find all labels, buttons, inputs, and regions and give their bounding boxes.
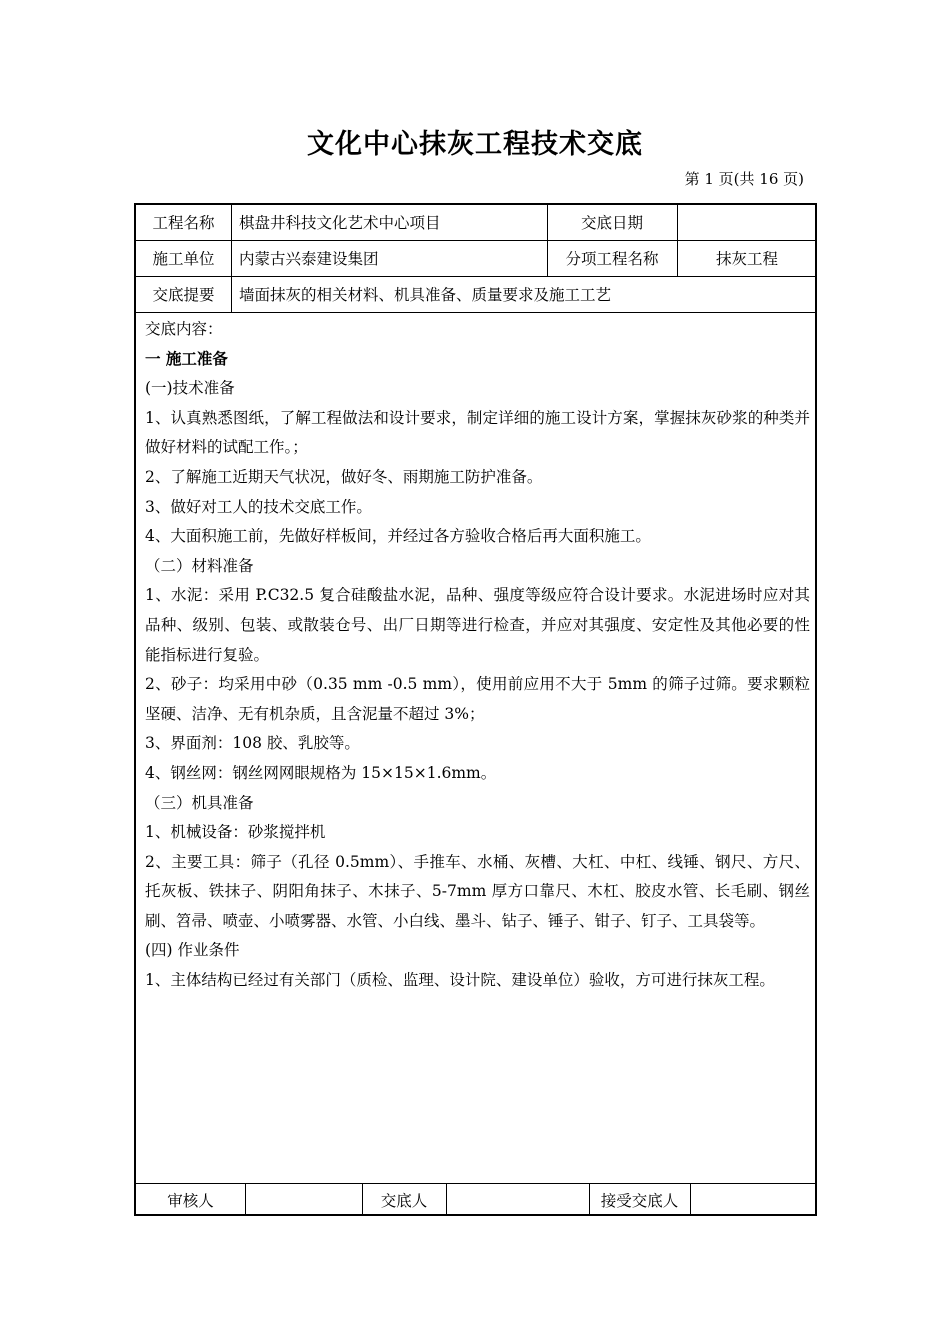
unit-label: 施工单位 bbox=[152, 250, 215, 268]
receiver-label: 接受交底人 bbox=[600, 1192, 679, 1210]
project-name-label: 工程名称 bbox=[152, 214, 215, 232]
subsection-heading: （三）机具准备 bbox=[145, 793, 254, 812]
paragraph: 1、主体结构已经过有关部门（质检、监理、设计院、建设单位）验收，方可进行抹灰工程。 bbox=[145, 971, 775, 990]
paragraph: 3、界面剂：108 胶、乳胶等。 bbox=[145, 734, 360, 753]
paragraph: 1、机械设备：砂浆搅拌机 bbox=[145, 823, 326, 842]
paragraph: 1、水泥：采用 P.C32.5 复合硅酸盐水泥，品种、强度等级应符合设计要求。水泥进场时应对其品种、级别、包装、或散装仓号、出厂日期等进行检查，并应对其强度、安定性及其他必要的性能指标进行复验。 bbox=[145, 586, 810, 664]
row-divider bbox=[136, 1183, 815, 1184]
section-heading: 一 施工准备 bbox=[145, 349, 228, 368]
document-title: 文化中心抹灰工程技术交底 bbox=[307, 129, 643, 160]
paragraph: 2、了解施工近期天气状况，做好冬、雨期施工防护准备。 bbox=[145, 467, 543, 486]
disclosure-form bbox=[134, 203, 817, 1216]
project-name-value: 棋盘井科技文化艺术中心项目 bbox=[239, 214, 441, 232]
content-intro: 交底内容： bbox=[145, 320, 223, 338]
column-divider bbox=[245, 1183, 246, 1216]
page-number: 第 1 页(共 16 页) bbox=[684, 170, 804, 188]
paragraph: 2、主要工具：筛子（孔径 0.5mm）、手推车、水桶、灰槽、大杠、中杠、线锤、钢尺、方尺、托灰板、铁抹子、阴阳角抹子、木抹子、5-7mm 厚方口靠尺、木杠、胶皮水管、长毛刷、钢丝刷、笤帚、喷壶、小喷雾器、水管、小白线、墨斗、钻子、锤子、钳子、钉子、工具袋等。 bbox=[145, 852, 810, 930]
paragraph: 4、大面积施工前，先做好样板间，并经过各方验收合格后再大面积施工。 bbox=[145, 527, 651, 546]
subproject-value: 抹灰工程 bbox=[715, 250, 778, 268]
row-divider bbox=[136, 276, 815, 277]
date-label: 交底日期 bbox=[580, 214, 643, 232]
row-divider bbox=[136, 240, 815, 241]
column-divider bbox=[231, 205, 232, 312]
subproject-label: 分项工程名称 bbox=[565, 250, 659, 268]
column-divider bbox=[446, 1183, 447, 1216]
paragraph: 3、做好对工人的技术交底工作。 bbox=[145, 497, 372, 516]
paragraph: 4、钢丝网：钢丝网网眼规格为 15×15×1.6mm。 bbox=[145, 763, 497, 782]
summary-label: 交底提要 bbox=[152, 286, 215, 304]
disclosure-content bbox=[145, 315, 810, 996]
subsection-heading: (一)技术准备 bbox=[145, 379, 235, 398]
column-divider bbox=[690, 1183, 691, 1216]
discloser-label: 交底人 bbox=[380, 1192, 428, 1210]
paragraph: 2、砂子：均采用中砂（0.35 mm -0.5 mm），使用前应用不大于 5mm 的筛子过筛。要求颗粒坚硬、洁净、无有机杂质，且含泥量不超过 3%； bbox=[145, 675, 810, 723]
reviewer-label: 审核人 bbox=[167, 1192, 214, 1210]
unit-value: 内蒙古兴泰建设集团 bbox=[239, 250, 379, 268]
summary-value: 墙面抹灰的相关材料、机具准备、质量要求及施工工艺 bbox=[239, 286, 612, 304]
paragraph: 1、认真熟悉图纸，了解工程做法和设计要求，制定详细的施工设计方案，掌握抹灰砂浆的种类并做好材料的试配工作。； bbox=[145, 408, 810, 457]
subsection-heading: （二）材料准备 bbox=[145, 556, 254, 575]
subsection-heading: (四) 作业条件 bbox=[145, 941, 240, 960]
row-divider bbox=[136, 312, 815, 313]
